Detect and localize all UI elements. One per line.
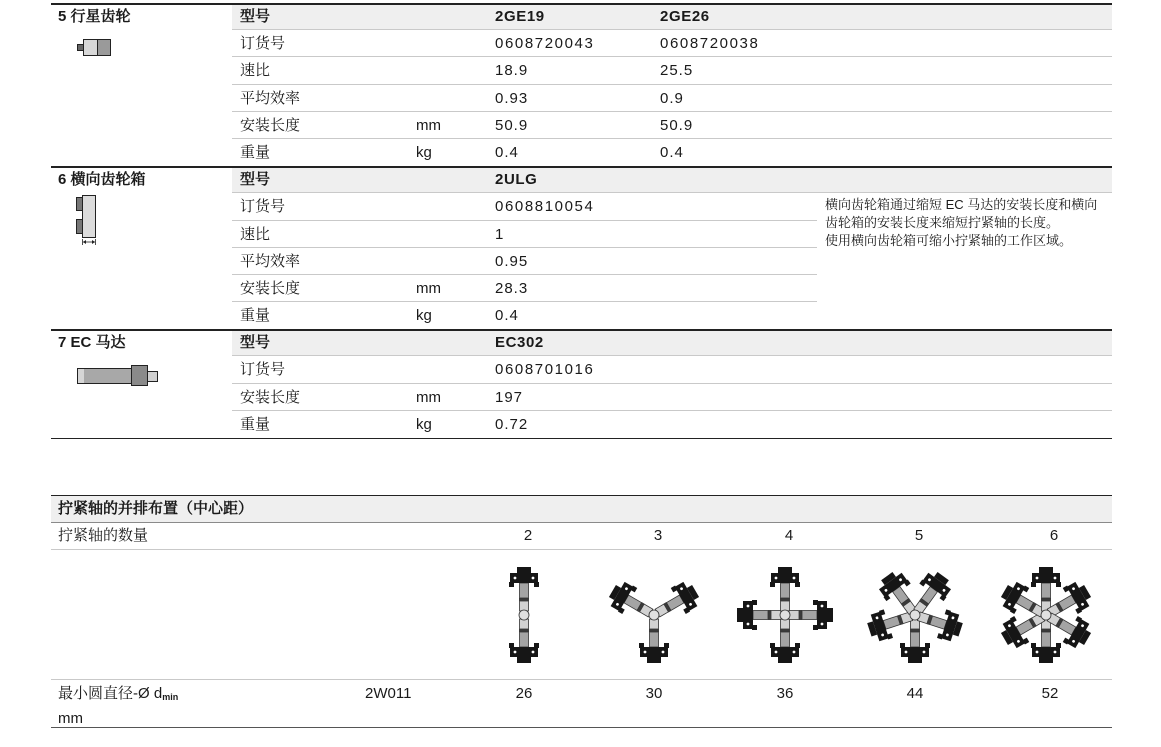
spindle-arrangement-diagram (459, 555, 589, 675)
spindle-arm (770, 567, 800, 611)
spindle-hub (780, 610, 790, 620)
group-title: 6 横向齿轮箱 (58, 171, 146, 189)
row-unit: kg (416, 143, 432, 161)
group-title: 7 EC 马达 (58, 334, 126, 352)
diameter-unit: mm (58, 710, 83, 727)
row-unit: kg (416, 307, 432, 325)
table-row (232, 193, 817, 220)
spindle-count: 5 (914, 527, 924, 544)
row-label: 安装长度 (240, 116, 301, 134)
spindle-hub (519, 610, 529, 620)
min-diameter-value: 36 (776, 685, 794, 702)
spec-rows (232, 3, 1112, 166)
row-value: 0.4 (495, 307, 519, 325)
row-value: 50.9 (495, 116, 529, 134)
spindle-diagram-row (51, 550, 1112, 680)
table-row (232, 139, 1112, 166)
table-row (232, 248, 817, 275)
spindle-arrangement-diagram (981, 555, 1111, 675)
row-label: 速比 (240, 225, 271, 243)
row-label: 重量 (240, 415, 271, 433)
row-value: 28.3 (495, 279, 529, 297)
min-diameter-value: 26 (515, 685, 533, 702)
order-number: 0608720038 (660, 35, 760, 53)
model-name: 2GE19 (495, 8, 545, 25)
spindle-hub (910, 610, 920, 620)
planetary-gear-icon (77, 38, 113, 58)
spindle-arm (639, 619, 669, 663)
transverse-gearbox-icon (75, 194, 99, 246)
row-unit: mm (416, 388, 441, 406)
row-value: 1 (495, 225, 505, 243)
spindle-arrangement-diagram (720, 555, 850, 675)
row-value: 0.93 (495, 89, 529, 107)
row-value: 0.72 (495, 415, 529, 433)
spindle-code: 2W011 (365, 685, 412, 702)
table-row (232, 384, 1112, 411)
model-header-row (232, 329, 1112, 356)
spindle-arm (789, 600, 833, 630)
table-row (232, 302, 817, 329)
spindle-arm (509, 619, 539, 663)
spindle-arrangement-diagram (850, 555, 980, 675)
row-unit: mm (416, 116, 441, 134)
model-name: 2GE26 (660, 8, 710, 25)
gearbox-spec-table (51, 3, 1112, 439)
spindle-count: 6 (1049, 527, 1059, 544)
model-name: EC302 (495, 334, 544, 352)
group-title: 5 行星齿轮 (58, 8, 131, 25)
group-transverse-gearbox (51, 166, 1112, 329)
row-label: 重量 (240, 307, 271, 325)
model-name: 2ULG (495, 171, 538, 189)
row-label: 速比 (240, 62, 271, 80)
row-label: 安装长度 (240, 388, 301, 406)
note-line: 横向齿轮箱通过缩短 EC 马达的安装长度和横向 (825, 197, 1098, 213)
row-label: 订货号 (240, 198, 286, 216)
type-label: 型号 (240, 171, 271, 189)
note-line: 使用横向齿轮箱可缩小拧紧轴的工作区域。 (825, 233, 1073, 249)
table-row (232, 30, 1112, 57)
spindle-count-row (51, 523, 1112, 550)
min-diameter-value: 30 (645, 685, 663, 702)
spindle-arm (509, 567, 539, 611)
order-number: 0608810054 (495, 198, 595, 216)
note-line: 齿轮箱的安装长度来缩短拧紧轴的长度。 (825, 215, 1060, 231)
type-label: 型号 (240, 334, 271, 352)
order-number: 0608720043 (495, 35, 595, 53)
row-label: 订货号 (240, 35, 286, 53)
table-row (232, 275, 817, 302)
spindle-count: 2 (523, 527, 533, 544)
table-row (232, 356, 1112, 383)
row-value: 18.9 (495, 62, 529, 80)
row-value: 50.9 (660, 116, 694, 134)
diameter-label-text: 最小圆直径-Ø d (58, 685, 163, 702)
row-value: 0.4 (660, 143, 684, 161)
spindle-arm (737, 600, 781, 630)
row-value: 0.4 (495, 143, 519, 161)
type-label: 型号 (240, 8, 271, 25)
table-row (232, 57, 1112, 84)
spindle-arm (900, 619, 930, 663)
spindle-count-label: 拧紧轴的数量 (58, 527, 149, 544)
group-planetary-gear (51, 3, 1112, 166)
section-title: 拧紧轴的并排布置（中心距） (51, 495, 1112, 523)
row-label: 平均效率 (240, 89, 301, 107)
row-label: 订货号 (240, 361, 286, 379)
spindle-layout-table (51, 495, 1112, 728)
model-header-row (232, 166, 1112, 193)
spindle-arrangement-diagram (589, 555, 719, 675)
ec-motor-icon (76, 363, 160, 387)
group-ec-motor (51, 329, 1112, 438)
spindle-arm (770, 619, 800, 663)
table-row (232, 411, 1112, 438)
row-label: 安装长度 (240, 279, 301, 297)
row-value: 25.5 (660, 62, 694, 80)
row-label: 平均效率 (240, 252, 301, 270)
table-row (232, 221, 817, 248)
row-unit: mm (416, 279, 441, 297)
table-row (232, 112, 1112, 139)
spindle-count: 3 (653, 527, 663, 544)
spindle-hub (649, 610, 659, 620)
spec-rows (232, 329, 1112, 438)
min-diameter-value: 44 (906, 685, 924, 702)
model-header-row (232, 3, 1112, 30)
spindle-hub (1041, 610, 1051, 620)
transverse-gearbox-note (825, 196, 1097, 250)
min-diameter-value: 52 (1041, 685, 1059, 702)
min-diameter-row (51, 680, 1112, 728)
row-value: 0.95 (495, 252, 529, 270)
order-number: 0608701016 (495, 361, 595, 379)
spindle-count: 4 (784, 527, 794, 544)
row-value: 197 (495, 388, 524, 406)
row-unit: kg (416, 415, 432, 433)
diameter-label-subscript: min (162, 692, 179, 702)
row-value: 0.9 (660, 89, 684, 107)
min-circle-diameter-label (58, 683, 178, 729)
row-label: 重量 (240, 143, 271, 161)
table-row (232, 85, 1112, 112)
